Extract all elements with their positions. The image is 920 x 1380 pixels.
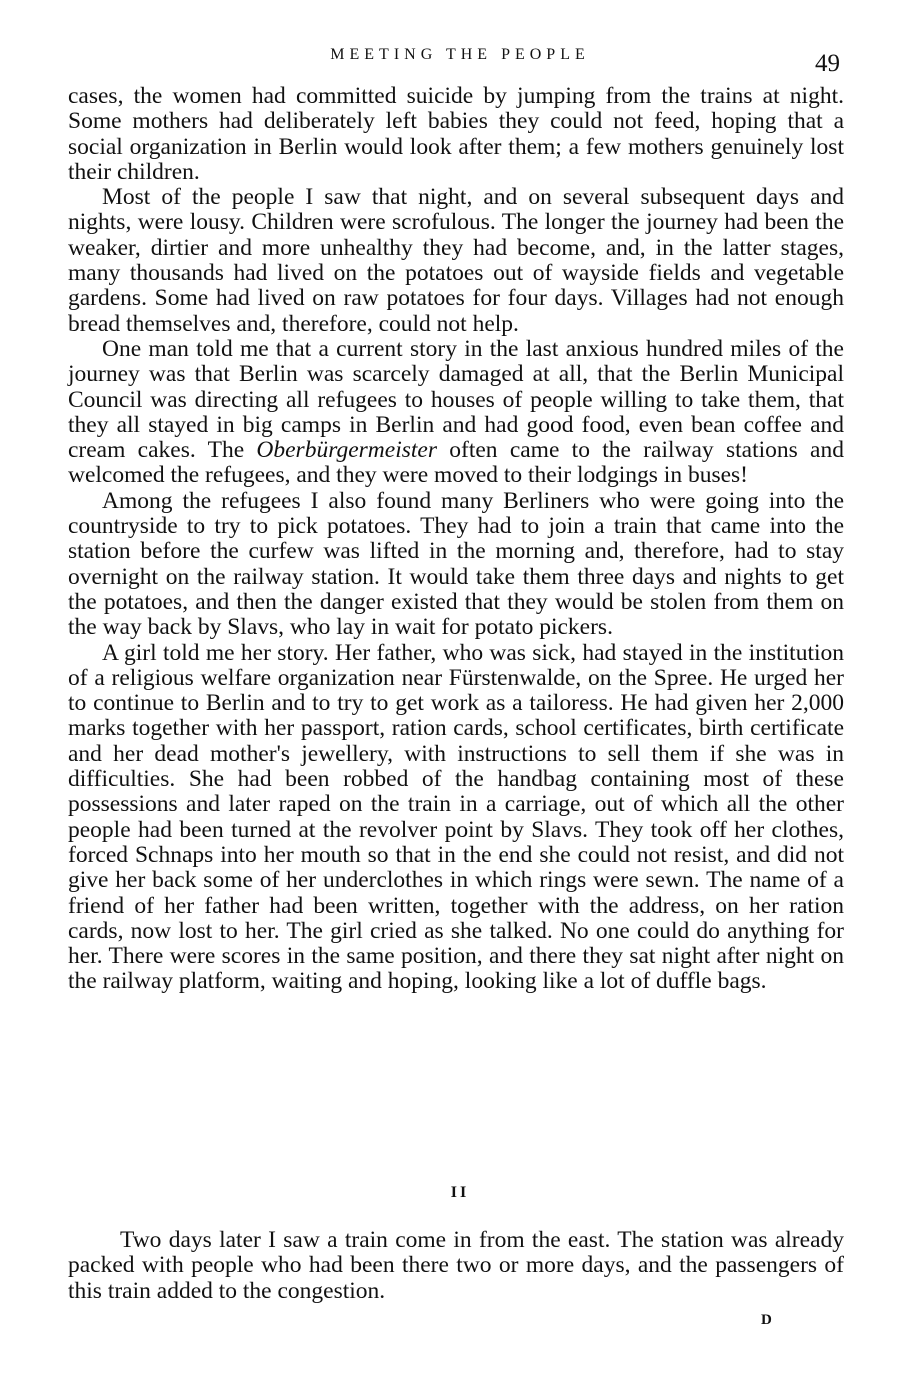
running-head: MEETING THE PEOPLE <box>330 46 590 63</box>
section-paragraph-1: Two days later I saw a train come in from the east. The station was already packed with people who had been there two or more days, and the passengers of this train added to the congestion. <box>68 1227 844 1304</box>
paragraph-3-text-end: often came to the railway stations and welcomed the refugees, and they were moved to their lodgings in buses! <box>68 437 844 489</box>
page-number: 49 <box>815 50 840 77</box>
paragraph-2: Most of the people I saw that night, and on several subsequent days and nights, were lousy. Children were scrofulous. The longer the journey had been the weaker, dirtier and more unhealthy they had become, and, in the latter stages, many thousands had lived on the potatoes out of wayside fields and vegetable gardens. Some had lived on raw potatoes for four days. Villages had not enough bread themselves and, therefore, could not help. <box>68 184 844 337</box>
signature-mark: D <box>761 1312 772 1328</box>
body-text <box>68 84 844 995</box>
section-text <box>68 1228 844 1304</box>
oberburgermeister-term: Oberbürgermeister <box>256 437 437 464</box>
section-numeral: II <box>450 1184 470 1201</box>
paragraph-1: cases, the women had committed suicide by jumping from the trains at night. Some mothers had deliberately left babies they could not feed, hoping that a social organization in Berlin would look after them; a few mothers genuinely lost their children. <box>68 83 844 185</box>
paragraph-3 <box>68 337 844 489</box>
paragraph-4: Among the refugees I also found many Berliners who were going into the countryside to try to pick potatoes. They had to join a train that came into the station before the curfew was lifted in the morning and, therefore, had to stay overnight on the railway station. It would take them three days and nights to get the potatoes, and then the danger existed that they would be stolen from them on the way back by Slavs, who lay in wait for potato pickers. <box>68 487 844 641</box>
paragraph-3-text-start: One man told me that a current story in the last anxious hundred miles of the journey was that Berlin was scarcely damaged at all, that the Berlin Municipal Council was directing all refugees to houses of people willing to take them, that they all stayed in big camps in Berlin and had good food, even bean coffee and cream cakes. The <box>68 335 844 464</box>
paragraph-5: A girl told me her story. Her father, who was sick, had stayed in the institution of a religious welfare organization near Fürstenwalde, on the Spree. He urged her to continue to Berlin and to try to get work as a tailoress. He had given her 2,000 marks together with her passport, ration cards, school certificates, birth certificate and her dead mother's jewellery, with instructions to sell them if she was in difficulties. She had been robbed of the handbag containing most of these possessions and later raped on the train in a carriage, out of which all the other people had been turned at the revolver point by Slavs. They took off her clothes, forced Schnaps into her mouth so that in the end she could not resist, and did not give her back some of her underclothes in which rings were sewn. The name of a friend of her father had been written, together with the address, on her ration cards, now lost to her. The girl cried as she talked. No one could do anything for her. There were scores in the same position, and there they sat night after night on the railway platform, waiting and hoping, looking like a lot of duffle bags. <box>68 639 844 995</box>
